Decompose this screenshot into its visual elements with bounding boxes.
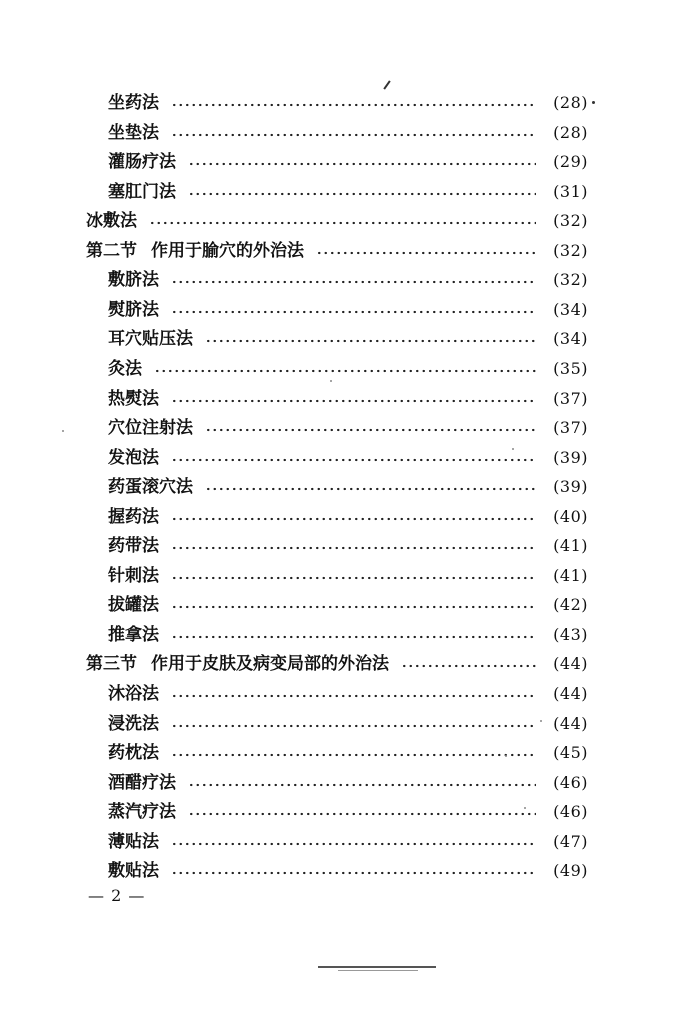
- toc-page-number: (31): [553, 182, 588, 201]
- toc-title-text: 沐浴法: [108, 684, 159, 704]
- toc-entry: [86, 206, 588, 236]
- toc-entry-title: [108, 472, 201, 502]
- toc-page-number: (45): [553, 743, 588, 762]
- dot-leader: [171, 517, 536, 521]
- toc-page-number: (32): [553, 241, 588, 260]
- toc-entry-title: [108, 118, 167, 148]
- toc-entry-title: [108, 738, 167, 768]
- toc-page-number: (43): [553, 625, 588, 644]
- toc-entry: [108, 443, 588, 473]
- toc-entry-title: [108, 827, 167, 857]
- toc-entry: [108, 561, 588, 591]
- toc-entry: [108, 413, 588, 443]
- scan-rule-faint: [338, 970, 418, 971]
- toc-section-label: 第三节: [86, 654, 137, 674]
- toc-entry-title: [108, 679, 167, 709]
- scan-speck: [62, 430, 64, 432]
- toc-title-text: 针刺法: [108, 566, 159, 586]
- toc-entry: [108, 590, 588, 620]
- toc-entry-title: [108, 768, 184, 798]
- toc-entry-title: [108, 384, 167, 414]
- toc-entry: [108, 354, 588, 384]
- scan-speck: [524, 807, 526, 809]
- toc-page-number: (28): [553, 123, 588, 142]
- toc-title-text: 薄贴法: [108, 832, 159, 852]
- toc-entry-title: [108, 709, 167, 739]
- toc-page-number: (28): [553, 93, 588, 112]
- toc-page-number: (44): [553, 654, 588, 673]
- scan-speck: [330, 380, 332, 382]
- toc-entry-title: [108, 856, 167, 886]
- toc-title-text: 熨脐法: [108, 300, 159, 320]
- toc-entry: [108, 797, 588, 827]
- toc-entry: [108, 384, 588, 414]
- toc-entry: [108, 856, 588, 886]
- dot-leader: [205, 428, 536, 432]
- dot-leader: [171, 399, 536, 403]
- toc-page-number: (41): [553, 566, 588, 585]
- toc-section-label: 第二节: [86, 241, 137, 261]
- scan-rule: [318, 966, 436, 968]
- toc-page-number: (46): [553, 802, 588, 821]
- toc-title-text: 塞肛门法: [108, 182, 176, 202]
- dot-leader: [171, 724, 536, 728]
- toc-page-number: (32): [553, 270, 588, 289]
- toc-entry: [108, 324, 588, 354]
- toc-entry: [108, 768, 588, 798]
- toc-page-number: (49): [553, 861, 588, 880]
- toc-entry-title: [108, 502, 167, 532]
- toc-page-number: (34): [553, 300, 588, 319]
- toc-title-text: 灸法: [108, 359, 142, 379]
- toc-title-text: 发泡法: [108, 448, 159, 468]
- dot-leader: [316, 251, 536, 255]
- toc-entry-title: [86, 206, 145, 236]
- toc-title-text: 药枕法: [108, 743, 159, 763]
- page-number: — 2 —: [88, 886, 146, 905]
- dot-leader: [171, 310, 536, 314]
- toc-entry-title: [86, 236, 312, 266]
- toc-entry: [108, 88, 588, 118]
- toc-entry-title: [108, 147, 184, 177]
- scan-dot: [592, 101, 595, 104]
- dot-leader: [171, 753, 536, 757]
- toc-title-text: 坐药法: [108, 93, 159, 113]
- toc-page-number: (41): [553, 536, 588, 555]
- toc-entry-title: [108, 797, 184, 827]
- toc-entry-title: [108, 590, 167, 620]
- toc-entry: [108, 472, 588, 502]
- dot-leader: [188, 192, 536, 196]
- dot-leader: [171, 280, 536, 284]
- toc-entry-title: [108, 443, 167, 473]
- dot-leader: [188, 783, 536, 787]
- toc-entry: [86, 236, 588, 266]
- dot-leader: [171, 635, 536, 639]
- toc-entry-title: [108, 88, 167, 118]
- toc-entry: [108, 147, 588, 177]
- toc-page-number: (44): [553, 684, 588, 703]
- dot-leader: [401, 664, 536, 668]
- toc-entry-title: [108, 354, 150, 384]
- toc-title-text: 灌肠疗法: [108, 152, 176, 172]
- toc-title-text: 冰敷法: [86, 211, 137, 231]
- dot-leader: [171, 133, 536, 137]
- toc-page-number: (35): [553, 359, 588, 378]
- toc-title-text: 坐垫法: [108, 123, 159, 143]
- scan-speck: [505, 755, 507, 757]
- dot-leader: [171, 576, 536, 580]
- dot-leader: [188, 162, 536, 166]
- dot-leader: [171, 694, 536, 698]
- dot-leader: [154, 369, 536, 373]
- scan-speck: [540, 720, 542, 722]
- dot-leader: [171, 458, 536, 462]
- dot-leader: [149, 221, 536, 225]
- toc-title-text: 耳穴贴压法: [108, 329, 193, 349]
- toc-page-number: (37): [553, 418, 588, 437]
- toc-title-text: 蒸汽疗法: [108, 802, 176, 822]
- toc-entry-title: [108, 413, 201, 443]
- toc-entry: [108, 531, 588, 561]
- toc-page-number: (40): [553, 507, 588, 526]
- toc-title-text: 热熨法: [108, 389, 159, 409]
- toc-page-number: (39): [553, 448, 588, 467]
- toc-entry: [108, 620, 588, 650]
- toc-entry: [108, 295, 588, 325]
- toc-title-text: 药蛋滚穴法: [108, 477, 193, 497]
- toc-entry-title: [108, 531, 167, 561]
- toc-entry-title: [108, 561, 167, 591]
- toc-page-number: (47): [553, 832, 588, 851]
- toc-page-number: (32): [553, 211, 588, 230]
- toc-entry: [108, 177, 588, 207]
- toc-entry: [108, 827, 588, 857]
- toc-title-text: 推拿法: [108, 625, 159, 645]
- dot-leader: [188, 812, 536, 816]
- dot-leader: [171, 103, 536, 107]
- toc-entry-title: [86, 649, 397, 679]
- dot-leader: [171, 871, 536, 875]
- toc-title-text: 作用于皮肤及病变局部的外治法: [151, 654, 389, 674]
- toc-title-text: 拔罐法: [108, 595, 159, 615]
- toc-title-text: 握药法: [108, 507, 159, 527]
- toc-entry-title: [108, 295, 167, 325]
- toc-title-text: 敷脐法: [108, 270, 159, 290]
- toc-title-text: 浸洗法: [108, 714, 159, 734]
- toc-title-text: 敷贴法: [108, 861, 159, 881]
- toc-page-number: (34): [553, 329, 588, 348]
- toc-title-text: 作用于腧穴的外治法: [151, 241, 304, 261]
- toc-page-number: (39): [553, 477, 588, 496]
- dot-leader: [205, 487, 536, 491]
- toc-title-text: 药带法: [108, 536, 159, 556]
- toc-page-number: (29): [553, 152, 588, 171]
- toc-entry: [86, 649, 588, 679]
- toc-entry: [108, 679, 588, 709]
- toc-entry-title: [108, 177, 184, 207]
- dot-leader: [205, 339, 536, 343]
- toc-entry-title: [108, 324, 201, 354]
- toc-entry: [108, 709, 588, 739]
- toc-page-number: (44): [553, 714, 588, 733]
- toc-page-number: (42): [553, 595, 588, 614]
- toc-entry-title: [108, 265, 167, 295]
- scan-speck: [512, 448, 514, 450]
- toc-title-text: 酒醋疗法: [108, 773, 176, 793]
- toc-entry: [108, 502, 588, 532]
- toc-entry-title: [108, 620, 167, 650]
- toc-entry: [108, 118, 588, 148]
- toc-title-text: 穴位注射法: [108, 418, 193, 438]
- dot-leader: [171, 605, 536, 609]
- toc-page-number: (37): [553, 389, 588, 408]
- dot-leader: [171, 842, 536, 846]
- toc-entry: [108, 265, 588, 295]
- toc-entry: [108, 738, 588, 768]
- toc-page-number: (46): [553, 773, 588, 792]
- dot-leader: [171, 546, 536, 550]
